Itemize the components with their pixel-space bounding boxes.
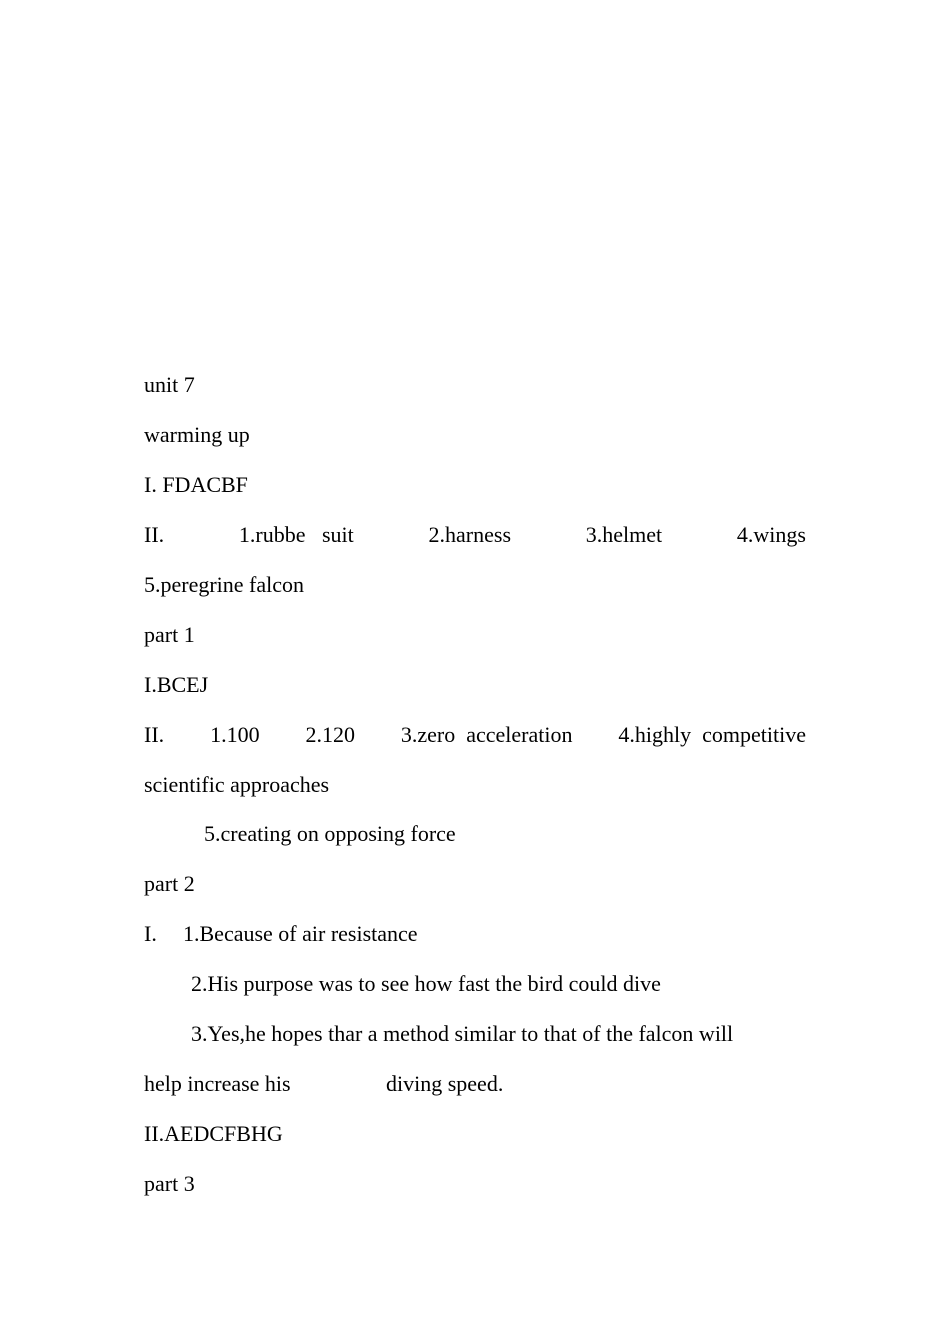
answer-line: diving speed. — [386, 1071, 504, 1096]
answer-text: 4.wings — [736, 522, 806, 547]
answer-text: 1.rubbe suit — [238, 522, 354, 547]
answer-line: 5.creating on opposing force — [204, 821, 456, 846]
answer-text: 1.100 — [210, 722, 260, 747]
section-heading-warming-up: warming up — [144, 422, 250, 447]
item-label: II. — [144, 722, 165, 747]
answer-text: 3.helmet — [585, 522, 663, 547]
answer-line: I.BCEJ — [144, 672, 209, 697]
unit-heading: unit 7 — [144, 372, 195, 397]
answer-line: scientific approaches — [144, 772, 330, 797]
answer-row — [144, 524, 806, 546]
answer-row — [191, 1023, 806, 1045]
answer-text: 4.highly competitive — [618, 722, 806, 747]
answer-line: 5.peregrine falcon — [144, 572, 305, 597]
answer-text: 2.120 — [305, 722, 355, 747]
item-label: II. — [144, 522, 165, 547]
answer-text: 2.harness — [428, 522, 512, 547]
answer-line: II.AEDCFBHG — [144, 1121, 283, 1146]
answer-line: 1.Because of air resistance — [183, 921, 418, 946]
answer-line: help increase his — [144, 1071, 291, 1096]
item-label: I. — [144, 921, 157, 946]
answer-line: 2.His purpose was to see how fast the bird could dive — [191, 971, 661, 996]
section-heading-part-1: part 1 — [144, 622, 195, 647]
answer-text: 3.zero acceleration — [400, 722, 573, 747]
section-heading-part-2: part 2 — [144, 871, 195, 896]
answer-row — [144, 724, 806, 746]
answer-text: 3.Yes,he hopes thar a method similar to that of the falcon will — [191, 1021, 734, 1046]
answer-line: I. FDACBF — [144, 472, 248, 497]
section-heading-part-3: part 3 — [144, 1171, 195, 1196]
